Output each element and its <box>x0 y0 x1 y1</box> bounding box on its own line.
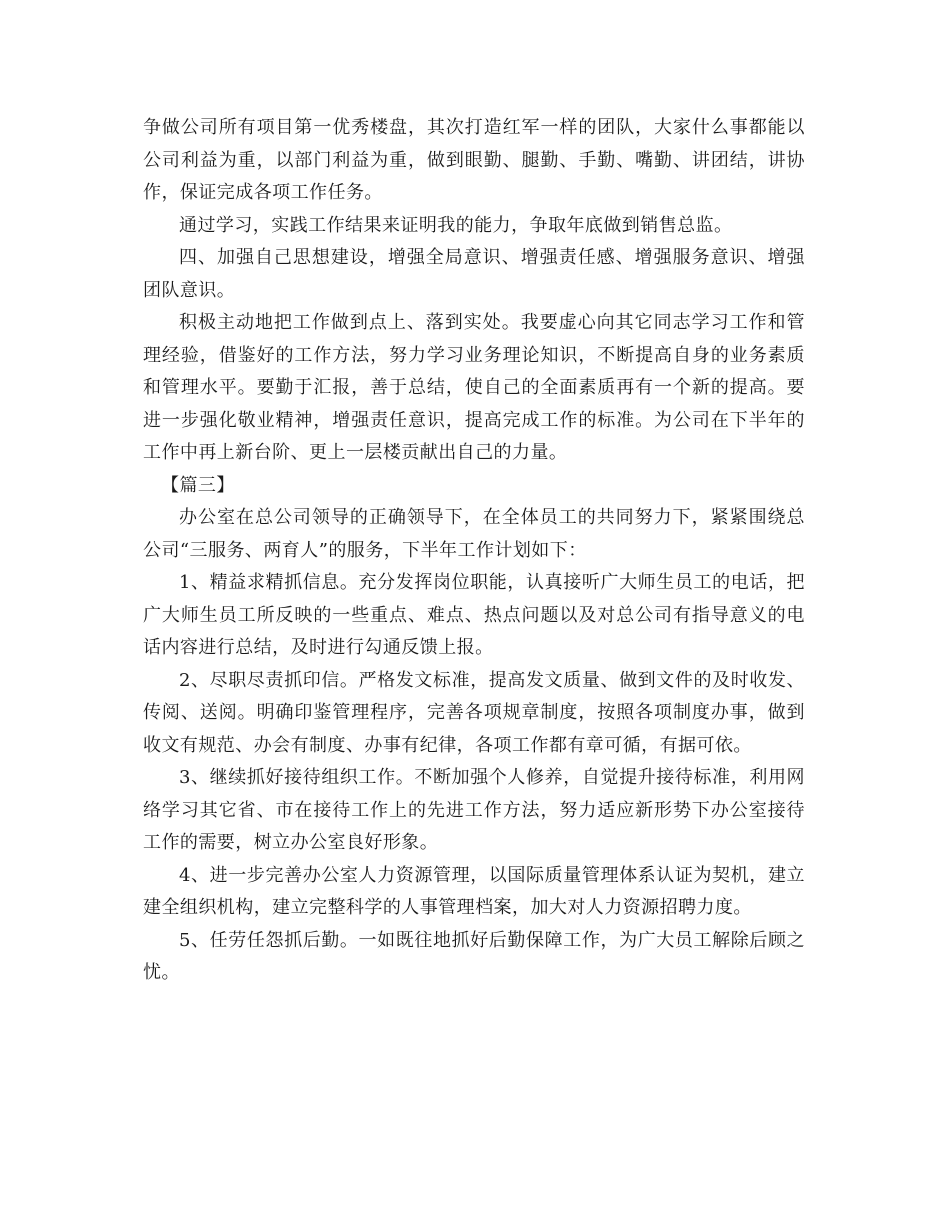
document-body <box>143 112 805 990</box>
paragraph-work-attitude: 积极主动地把工作做到点上、落到实处。我要虚心向其它同志学习工作和管理经验，借鉴好的工作方法，努力学习业务理论知识，不断提高自身的业务素质和管理水平。要勤于汇报，善于总结，使自己的全面素质再有一个新的提高。要进一步强化敬业精神，增强责任意识，提高完成工作的标准。为公司在下半年的工作中再上新台阶、更上一层楼贡献出自己的力量。 <box>143 312 805 463</box>
paragraph-point-four: 四、加强自己思想建设，增强全局意识、增强责任感、增强服务意识、增强团队意识。 <box>143 247 805 301</box>
paragraph-item-3-reception: 3、继续抓好接待组织工作。不断加强个人修养，自觉提升接待标准，利用网络学习其它省、市在接待工作上的先进工作方法，努力适应新形势下办公室接待工作的需要，树立办公室良好形象。 <box>143 767 805 853</box>
paragraph-item-1-information: 1、精益求精抓信息。充分发挥岗位职能，认真接听广大师生员工的电话，把广大师生员工所反映的一些重点、难点、热点问题以及对总公司有指导意义的电话内容进行总结，及时进行勾通反馈上报。 <box>143 572 805 658</box>
section-heading-part-three: 【篇三】 <box>161 474 235 496</box>
paragraph-item-2-seals: 2、尽职尽责抓印信。严格发文标准，提高发文质量、做到文件的及时收发、传阅、送阅。明确印鉴管理程序，完善各项规章制度，按照各项制度办事，做到收文有规范、办会有制度、办事有纪律，各项工作都有章可循，有据可依。 <box>143 669 805 756</box>
paragraph-continuation: 争做公司所有项目第一优秀楼盘，其次打造红军一样的团队，大家什么事都能以公司利益为重，以部门利益为重，做到眼勤、腿勤、手勤、嘴勤、讲团结，讲协作，保证完成各项工作任务。 <box>143 117 805 203</box>
paragraph-office-intro: 办公室在总公司领导的正确领导下，在全体员工的共同努力下，紧紧围绕总公司“三服务、两育人”的服务，下半年工作计划如下： <box>143 507 805 561</box>
paragraph-study-goal: 通过学习，实践工作结果来证明我的能力，争取年底做到销售总监。 <box>179 214 733 236</box>
paragraph-item-5-logistics: 5、任劳任怨抓后勤。一如既往地抓好后勤保障工作，为广大员工解除后顾之忧。 <box>143 929 805 983</box>
paragraph-item-4-hr: 4、进一步完善办公室人力资源管理，以国际质量管理体系认证为契机，建立建全组织机构，建立完整科学的人事管理档案，加大对人力资源招聘力度。 <box>143 864 805 918</box>
